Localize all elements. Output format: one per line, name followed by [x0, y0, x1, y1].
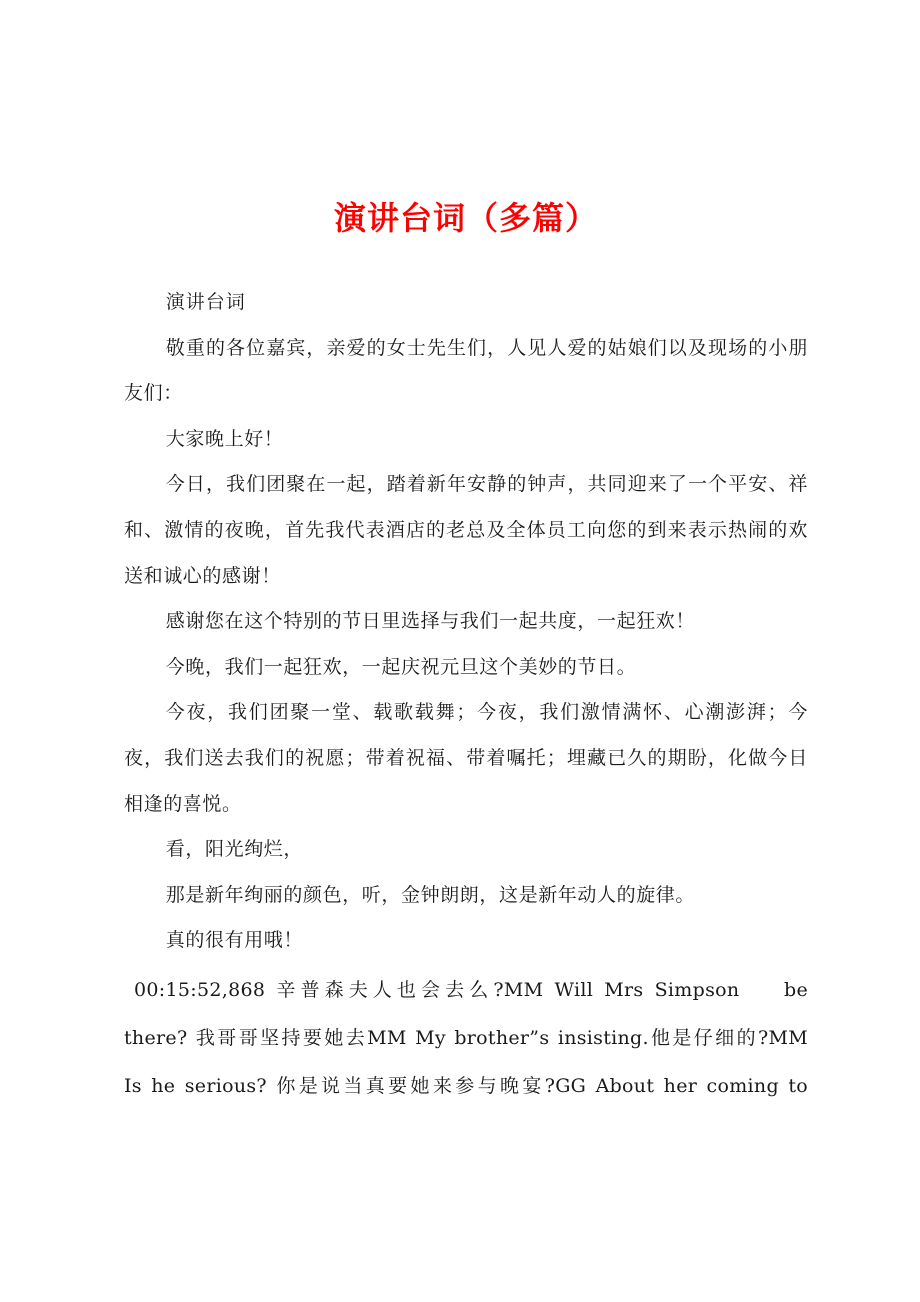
subtitle-line: there? 我哥哥坚持要她去MM My brother”s insisting.他是仔细的?MM	[124, 1026, 808, 1049]
document-body	[124, 280, 808, 1110]
paragraph-good-evening: 大家晚上好！	[165, 427, 284, 450]
paragraph-new-year-colors: 那是新年绚丽的颜色，听，金钟朗朗，这是新年动人的旋律。	[165, 883, 695, 906]
document-title: 演讲台词（多篇）	[333, 199, 598, 237]
paragraph-thanks: 感谢您在这个特别的节日里选择与我们一起共度，一起狂欢！	[165, 610, 695, 633]
paragraph-sunshine: 看，阳光绚烂，	[165, 838, 303, 861]
subtitle-line: 00:15:52,868 辛普森夫人也会去么?MM Will Mrs Simpson be	[134, 978, 808, 1001]
section-heading: 演讲台词	[165, 291, 246, 313]
paragraph-useful: 真的很有用哦！	[165, 929, 303, 952]
paragraph-tonight: 今晚，我们一起狂欢，一起庆祝元旦这个美妙的节日。	[165, 655, 637, 678]
subtitle-transcript-block	[124, 966, 808, 1110]
subtitle-line: Is he serious? 你是说当真要她来参与晚宴?GG About her coming to	[124, 1074, 808, 1097]
paragraph-tonight-reunion: 今夜，我们团聚一堂、载歌载舞；今夜，我们激情满怀、心潮澎湃；今夜，我们送去我们的祝愿；带着祝福、带着嘱托；埋藏已久的期盼，化做今日相逢的喜悦。	[124, 701, 808, 815]
paragraph-greeting-guests: 敬重的各位嘉宾，亲爱的女士先生们，人见人爱的姑娘们以及现场的小朋友们：	[124, 336, 808, 405]
paragraph-gathering: 今日，我们团聚在一起，踏着新年安静的钟声，共同迎来了一个平安、祥和、激情的夜晚，首先我代表酒店的老总及全体员工向您的到来表示热闹的欢送和诚心的感谢！	[124, 473, 808, 587]
